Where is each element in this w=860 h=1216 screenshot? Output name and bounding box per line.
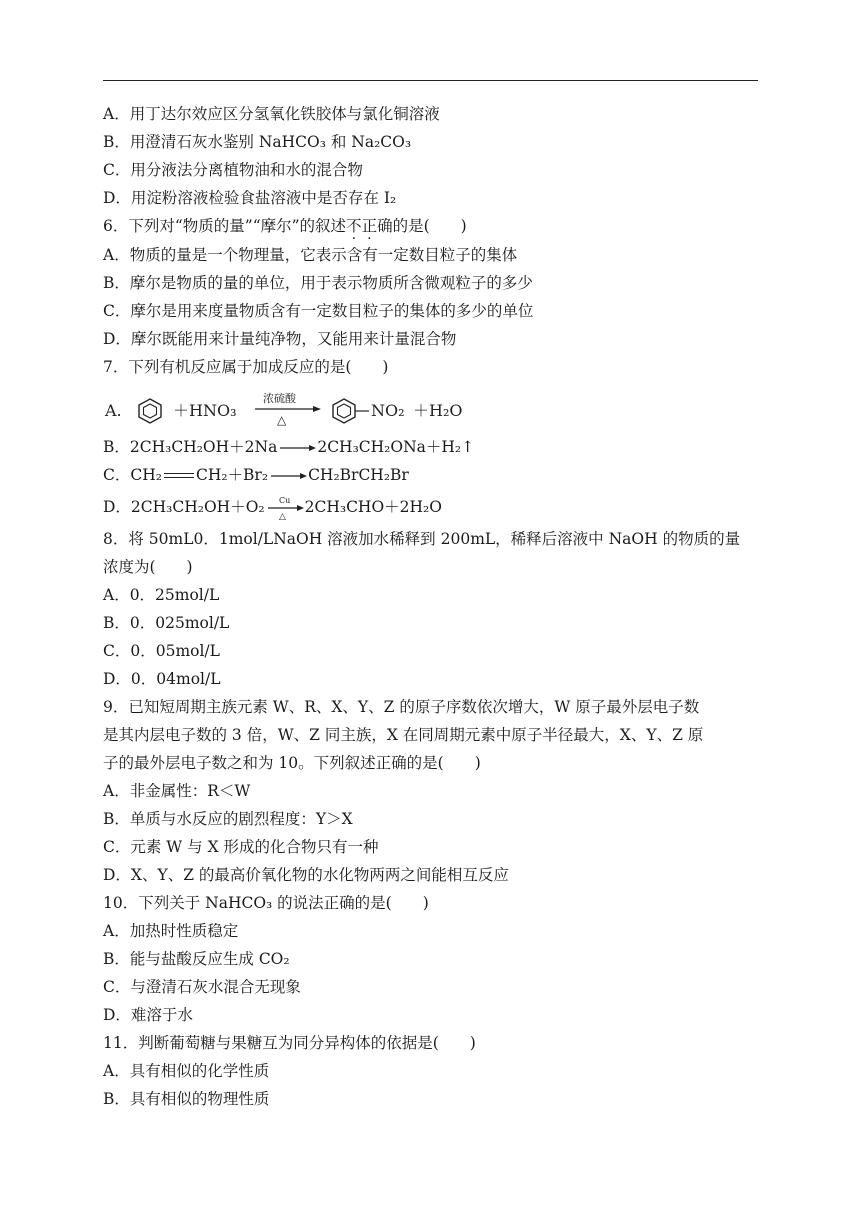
q6-option-d: D．摩尔既能用来计量纯净物，又能用来计量混合物	[103, 330, 457, 348]
benzene-ring-icon	[139, 399, 161, 423]
q7-option-d	[103, 495, 442, 521]
reaction-arrow-icon	[268, 470, 308, 482]
q5-option-d: D．用淀粉溶液检验食盐溶液中是否存在 I₂	[103, 189, 397, 207]
q10-option-c: C．与澄清石灰水混合无现象	[103, 978, 301, 996]
q7d-reactants: D．2CH₃CH₂OH＋O₂	[103, 498, 265, 516]
q7a-substituent: NO₂	[371, 401, 405, 420]
q7-option-a-equation	[103, 390, 483, 430]
q7d-condition-bottom: △	[278, 512, 286, 521]
q11-stem: 11．判断葡萄糖与果糖互为同分异构体的依据是( )	[103, 1034, 476, 1052]
q6-stem-post: 确的是( )	[377, 217, 467, 235]
q9-option-c: C．元素 W 与 X 形成的化合物只有一种	[103, 838, 379, 856]
q6-option-a: A．物质的量是一个物理量，它表示含有一定数目粒子的集体	[103, 246, 518, 264]
q6-option-c: C．摩尔是用来度量物质含有一定数目粒子的集体的多少的单位	[103, 302, 534, 320]
q9-option-b: B．单质与水反应的剧烈程度：Y＞X	[103, 810, 353, 828]
q11-option-a: A．具有相似的化学性质	[103, 1062, 270, 1080]
q7c-part1: C．CH₂	[103, 466, 162, 484]
q7a-label: A.	[105, 401, 122, 420]
reaction-arrow-icon	[255, 406, 321, 412]
reaction-arrow-icon	[265, 495, 305, 521]
q7b-reactants: B．2CH₃CH₂OH＋2Na	[103, 438, 278, 456]
q8-option-a: A．0．25mol/L	[103, 586, 220, 604]
reaction-arrow-icon	[277, 442, 317, 454]
q7-option-b	[103, 437, 474, 457]
double-bond-icon	[162, 469, 196, 483]
q6-stem	[103, 216, 467, 236]
q10-stem: 10．下列关于 NaHCO₃ 的说法正确的是( )	[103, 894, 429, 912]
q6-option-b: B．摩尔是物质的量的单位，用于表示物质所含微观粒子的多少	[103, 274, 533, 292]
q7d-products: 2CH₃CHO＋2H₂O	[304, 498, 442, 516]
q9-stem-line2: 是其内层电子数的 3 倍，W、Z 同主族，X 在同周期元素中原子半径最大，X、Y、Z 原	[103, 726, 704, 744]
q9-stem-line1: 9．已知短周期主族元素 W、R、X、Y、Z 的原子序数依次增大，W 原子最外层电子数	[103, 698, 700, 716]
q10-option-d: D．难溶于水	[103, 1006, 193, 1024]
q6-emphasis-1: 不	[346, 217, 362, 235]
q10-option-b: B．能与盐酸反应生成 CO₂	[103, 950, 290, 968]
q5-option-b: B．用澄清石灰水鉴别 NaHCO₃ 和 Na₂CO₃	[103, 133, 412, 151]
header-rule	[103, 80, 758, 81]
nitrobenzene-ring-icon	[333, 399, 369, 423]
q8-option-d: D．0．04mol/L	[103, 670, 221, 688]
q7a-product: ＋H₂O	[413, 401, 463, 420]
q8-stem-line1: 8．将 50mL0．1mol/LNaOH 溶液加水稀释到 200mL，稀释后溶液中 NaOH 的物质的量	[103, 530, 741, 548]
q7a-condition-top: 浓硫酸	[263, 392, 296, 405]
q7-option-c	[103, 465, 409, 485]
q5-option-c: C．用分液法分离植物油和水的混合物	[103, 161, 363, 179]
q7c-products: CH₂BrCH₂Br	[308, 466, 409, 484]
q6-emphasis-2: 正	[361, 217, 378, 235]
q7a-condition-bottom: △	[277, 413, 287, 427]
q5-option-a: A．用丁达尔效应区分氢氧化铁胶体与氯化铜溶液	[103, 105, 440, 123]
q10-option-a: A．加热时性质稳定	[103, 922, 239, 940]
q7d-condition-top: Cu	[278, 496, 290, 505]
q11-option-b: B．具有相似的物理性质	[103, 1090, 270, 1108]
q8-option-c: C．0．05mol/L	[103, 642, 220, 660]
q7b-products: 2CH₃CH₂ONa＋H₂↑	[317, 438, 475, 456]
q7a-reagent: ＋HNO₃	[173, 401, 237, 420]
q9-stem-line3: 子的最外层电子数之和为 10。下列叙述正确的是( )	[103, 754, 481, 772]
q7c-part2: CH₂＋Br₂	[195, 466, 269, 484]
q9-option-a: A．非金属性：R＜W	[103, 782, 251, 800]
q8-option-b: B．0．025mol/L	[103, 614, 230, 632]
q6-stem-pre: 6．下列对“物质的量”“摩尔”的叙述	[103, 217, 347, 235]
q9-option-d: D．X、Y、Z 的最高价氧化物的水化物两两之间能相互反应	[103, 866, 509, 884]
q8-stem-line2: 浓度为( )	[103, 558, 193, 576]
q7-stem: 7．下列有机反应属于加成反应的是( )	[103, 358, 389, 376]
